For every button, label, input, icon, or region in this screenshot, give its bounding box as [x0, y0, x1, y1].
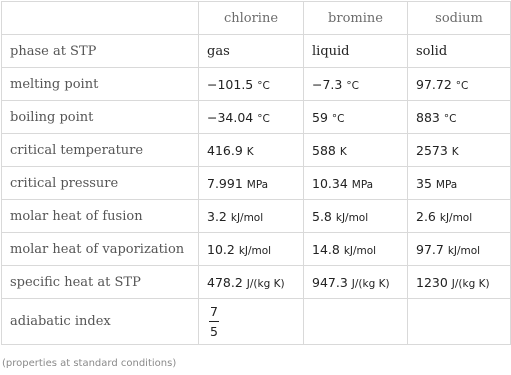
fraction-bar — [209, 321, 219, 322]
table-row — [2, 233, 511, 266]
table-row — [2, 266, 511, 299]
cell-sodium — [408, 200, 511, 233]
cell-unit: °C — [257, 79, 270, 92]
cell-bromine — [304, 200, 408, 233]
cell-value: 883 — [416, 109, 444, 125]
cell-unit: °C — [455, 79, 469, 92]
cell-value: 35 — [416, 175, 436, 191]
table-row — [2, 167, 511, 200]
cell-unit: kJ/mol — [439, 211, 473, 224]
cell-value: solid — [416, 43, 448, 59]
row-label: critical pressure — [2, 167, 199, 200]
cell-value: −34.04 — [207, 109, 258, 125]
cell-unit: °C — [331, 112, 345, 125]
cell-bromine — [304, 233, 408, 266]
cell-value: 2.6 — [416, 208, 440, 224]
cell-value: 59 — [312, 109, 332, 125]
row-label: molar heat of fusion — [2, 200, 199, 233]
cell-unit: MPa — [435, 178, 458, 191]
cell-unit: °C — [346, 79, 359, 92]
cell-value: 7.991 — [207, 175, 247, 191]
cell-unit: J/(kg K) — [351, 277, 390, 290]
cell-chlorine — [199, 101, 304, 134]
table-row — [2, 101, 511, 134]
header-row — [2, 2, 511, 35]
cell-unit: MPa — [351, 178, 374, 191]
cell-value: 10.34 — [312, 175, 352, 191]
cell-unit: K — [339, 145, 347, 158]
cell-unit: MPa — [246, 178, 269, 191]
row-label: adiabatic index — [2, 299, 199, 345]
cell-sodium — [408, 134, 511, 167]
row-label: critical temperature — [2, 134, 199, 167]
cell-chlorine — [199, 35, 304, 68]
cell-unit: kJ/mol — [230, 211, 264, 224]
cell-bromine — [304, 101, 408, 134]
cell-value: 10.2 — [207, 241, 239, 257]
cell-unit: K — [246, 145, 254, 158]
cell-adiabatic-sodium — [408, 299, 511, 345]
cell-chlorine — [199, 233, 304, 266]
cell-chlorine — [199, 167, 304, 200]
cell-sodium — [408, 68, 511, 101]
cell-unit: °C — [257, 112, 270, 125]
cell-unit: kJ/mol — [447, 244, 481, 257]
table-row — [2, 68, 511, 101]
cell-sodium — [408, 101, 511, 134]
cell-sodium — [408, 35, 511, 68]
cell-unit: kJ/mol — [343, 244, 377, 257]
row-label: specific heat at STP — [2, 266, 199, 299]
cell-value: 14.8 — [312, 241, 344, 257]
cell-sodium — [408, 266, 511, 299]
properties-table — [1, 1, 511, 345]
cell-value: 2573 — [416, 142, 452, 158]
cell-chlorine — [199, 266, 304, 299]
column-header-sodium: sodium — [408, 2, 511, 35]
cell-value: −101.5 — [207, 76, 258, 92]
cell-unit: kJ/mol — [238, 244, 272, 257]
cell-value: 3.2 — [207, 208, 231, 224]
cell-bromine — [304, 167, 408, 200]
cell-value: −7.3 — [312, 76, 347, 92]
table-row — [2, 35, 511, 68]
cell-unit: J/(kg K) — [451, 277, 490, 290]
cell-value: 1230 — [416, 274, 452, 290]
row-label: molar heat of vaporization — [2, 233, 199, 266]
table-row-adiabatic-index — [2, 299, 511, 345]
fraction-denominator: 5 — [210, 324, 218, 339]
cell-unit: K — [451, 145, 459, 158]
cell-sodium — [408, 233, 511, 266]
cell-value: liquid — [312, 43, 350, 59]
cell-value: 416.9 — [207, 142, 247, 158]
cell-adiabatic-chlorine — [199, 299, 304, 345]
column-header-bromine: bromine — [304, 2, 408, 35]
table-row — [2, 134, 511, 167]
cell-unit: J/(kg K) — [246, 277, 285, 290]
cell-bromine — [304, 266, 408, 299]
cell-unit: kJ/mol — [335, 211, 369, 224]
cell-value: 478.2 — [207, 274, 247, 290]
cell-adiabatic-bromine — [304, 299, 408, 345]
cell-bromine — [304, 68, 408, 101]
cell-bromine — [304, 35, 408, 68]
fraction-numerator: 7 — [210, 304, 218, 319]
cell-value: 97.72 — [416, 76, 456, 92]
table-row — [2, 200, 511, 233]
row-label: boiling point — [2, 101, 199, 134]
footnote: (properties at standard conditions) — [2, 358, 177, 369]
column-header-chlorine: chlorine — [199, 2, 304, 35]
row-label: phase at STP — [2, 35, 199, 68]
cell-bromine — [304, 134, 408, 167]
corner-cell — [2, 2, 199, 35]
cell-value: 588 — [312, 142, 340, 158]
row-label: melting point — [2, 68, 199, 101]
cell-value: gas — [207, 43, 230, 59]
cell-value: 947.3 — [312, 274, 352, 290]
cell-chlorine — [199, 200, 304, 233]
cell-sodium — [408, 167, 511, 200]
cell-chlorine — [199, 68, 304, 101]
fraction — [207, 304, 219, 339]
table-body — [2, 35, 511, 345]
cell-unit: °C — [443, 112, 457, 125]
cell-value: 97.7 — [416, 241, 448, 257]
cell-chlorine — [199, 134, 304, 167]
cell-value: 5.8 — [312, 208, 336, 224]
